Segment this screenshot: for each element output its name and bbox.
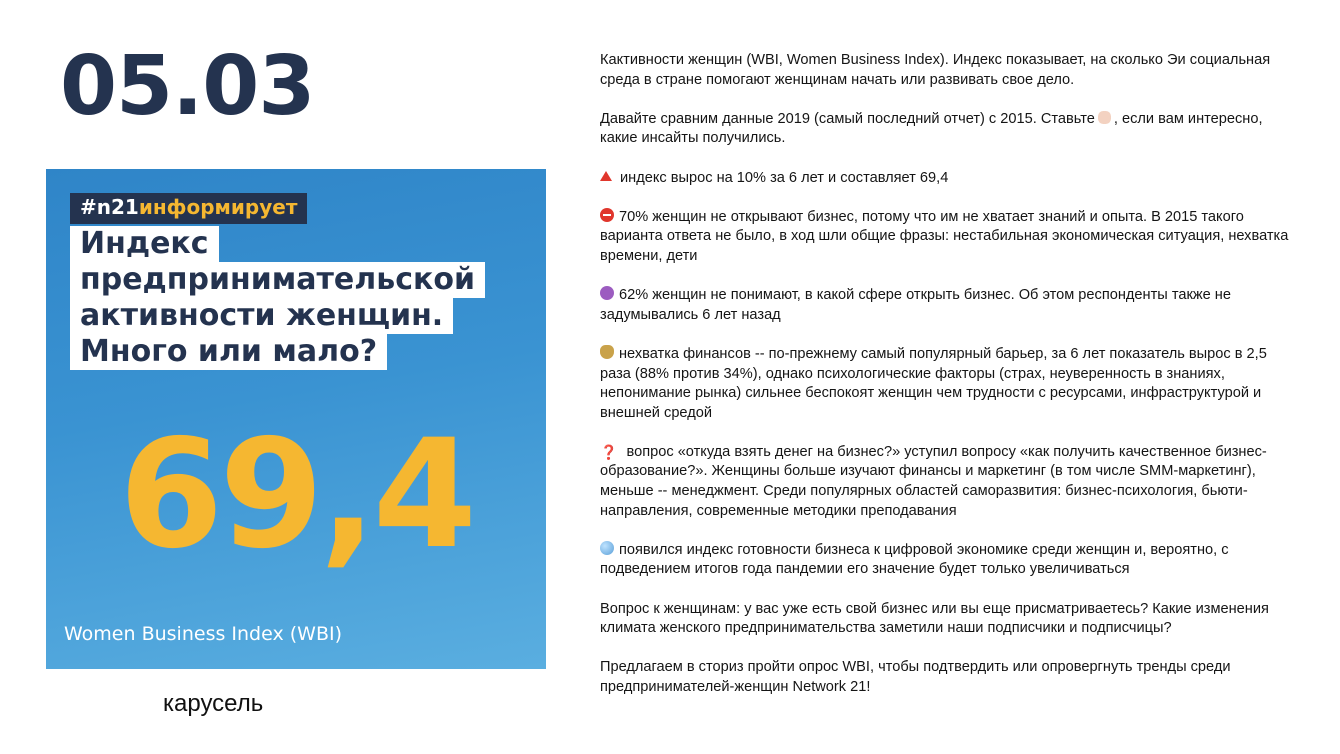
globe-icon <box>600 541 614 555</box>
post-compare <box>600 110 1300 149</box>
post-intro: Кактивности женщин (WBI, Women Business Index). Индекс показывает, на сколько Эи социальная среда в стране помогают женщинам начать или развивать свое дело. <box>600 52 1271 88</box>
post-date: 05.03 <box>60 39 315 134</box>
card-title <box>70 226 490 370</box>
list-item-text: 62% женщин не понимают, в какой сфере открыть бизнес. Об этом респонденты также не задумывались 6 лет назад <box>600 287 1231 323</box>
list-item-text: появился индекс готовности бизнеса к цифровой экономике среди женщин и, вероятно, с подведением итогов года пандемии его значение будет только увеличиваться <box>600 541 1229 578</box>
card-title-line: активности женщин. <box>70 298 453 334</box>
list-item <box>600 286 1300 325</box>
hashtag-prefix: #n21 <box>80 195 139 219</box>
list-item-text: 70% женщин не открывают бизнес, потому что им не хватает знаний и опыта. В 2015 такого варианта ответа не было, в ход шли общие фразы: нестабильная экономическая ситуация, нехватка времени, дети <box>600 208 1289 264</box>
index-value: 69,4 <box>118 408 474 582</box>
post-closing: Предлагаем в сториз пройти опрос WBI, чтобы подтвердить или опровергнуть тренды среди предпринимателей-женщин Network 21! <box>600 659 1231 695</box>
hashtag-badge <box>70 193 307 224</box>
list-item-text: вопрос «откуда взять денег на бизнес?» уступил вопросу «как получить качественное бизнес-образование?». Женщины больше изучают финансы и маркетинг (в том числе SMM-маркетинг), меньше -- менеджмент. Среди популярных областей саморазвития: бизнес-психология, бьюти-направления, современные методики преподавания <box>600 443 1267 519</box>
list-item <box>600 208 1300 267</box>
list-item-text: нехватка финансов -- по-прежнему самый популярный барьер, за 6 лет показатель вырос в 2,5 раза (88% против 34%), однако психологические факторы (страх, неуверенность в знаниях, непонимание рынка) сильнее беспокоят женщин чем трудности с ресурсами, инфраструктурой и внешней средой <box>600 345 1267 421</box>
carousel-caption: карусель <box>163 690 264 717</box>
list-item <box>600 169 1300 189</box>
list-item <box>600 443 1300 521</box>
post-text <box>600 51 1300 717</box>
compare-after: , если вам интересно, какие инсайты получились. <box>600 110 1263 147</box>
card-title-line: Много или мало? <box>70 334 387 370</box>
hashtag-suffix: информирует <box>138 195 298 219</box>
money-bag-icon <box>600 345 614 359</box>
list-item <box>600 541 1300 580</box>
thinking-woman-icon <box>600 286 614 300</box>
up-arrow-icon <box>600 171 612 181</box>
list-item-text: индекс вырос на 10% за 6 лет и составляет 69,4 <box>620 169 949 186</box>
card-footer: Women Business Index (WBI) <box>64 623 342 645</box>
post-question: Вопрос к женщинам: у вас уже есть свой бизнес или вы еще присматриваетесь? Какие изменения климата женского предпринимательства заметили наши подписчики и подписчицы? <box>600 600 1269 637</box>
card-title-line: предпринимательской <box>70 262 485 298</box>
thumbs-up-icon <box>1098 111 1111 124</box>
compare-before: Давайте сравним данные 2019 (самый последний отчет) с 2015. Ставьте <box>600 110 1095 127</box>
question-mark-icon: ❓ <box>600 443 618 460</box>
list-item <box>600 345 1300 423</box>
card-title-line: Индекс <box>70 226 219 262</box>
no-entry-icon <box>600 208 614 222</box>
